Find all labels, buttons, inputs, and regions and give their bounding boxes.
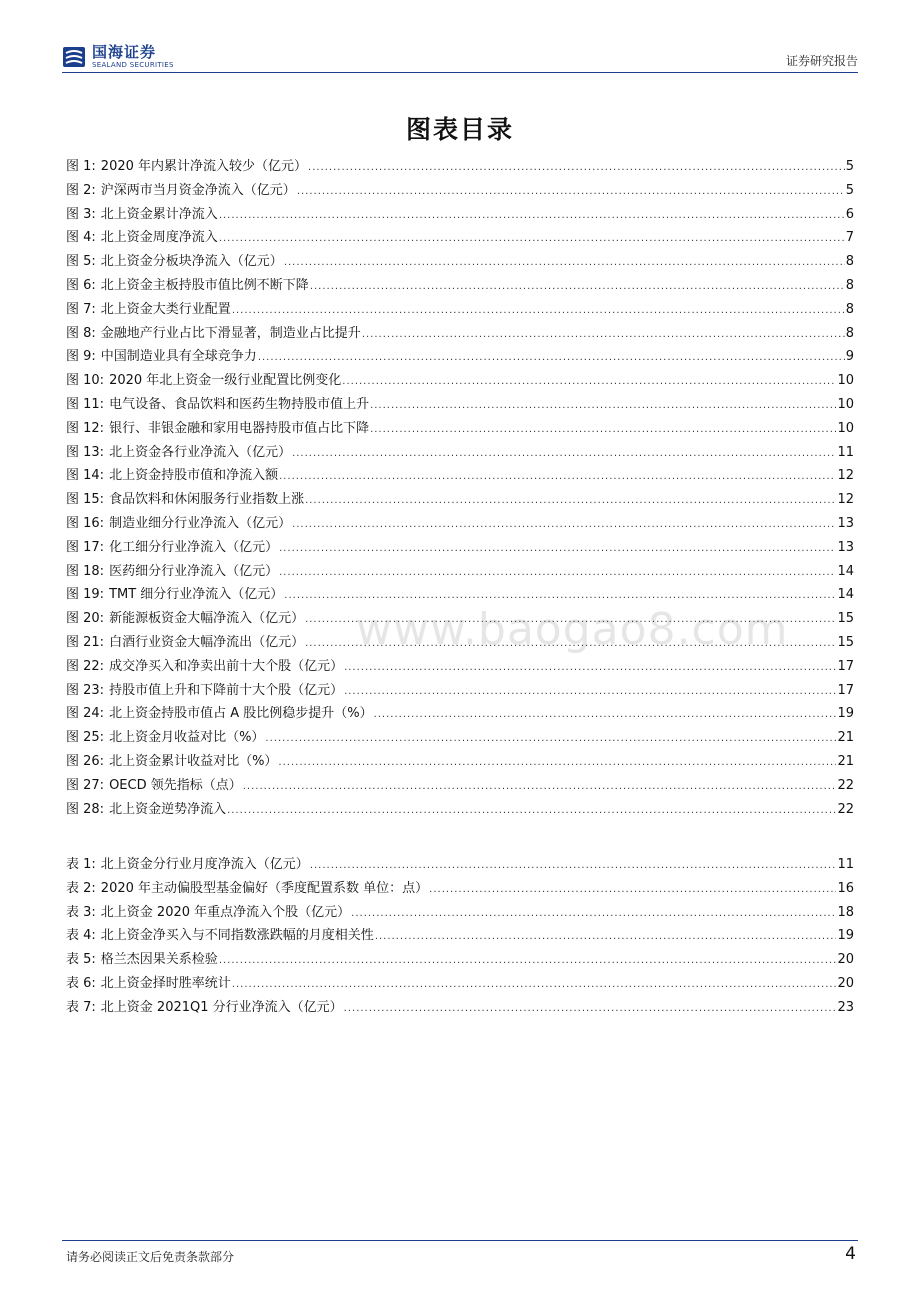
figure-entry[interactable] (66, 250, 854, 274)
dot-leader (370, 400, 836, 411)
entry-title: 北上资金 2021Q1 分行业净流入（亿元） (100, 999, 343, 1015)
figure-entry[interactable] (66, 655, 854, 679)
entry-label: 图 26: (66, 753, 105, 769)
dot-leader (243, 781, 837, 792)
entry-page-number: 8 (845, 254, 854, 270)
entry-title: 北上资金持股市值占 A 股比例稳步提升（%） (109, 706, 373, 722)
figure-entry[interactable] (66, 179, 854, 203)
entry-label: 表 4: (66, 928, 96, 944)
figure-entry[interactable] (66, 298, 854, 322)
entry-title: 北上资金周度净流入 (100, 230, 218, 246)
entry-label: 表 6: (66, 975, 96, 991)
entry-label: 图 19: (66, 587, 105, 603)
entry-title: 北上资金累计净流入 (100, 206, 218, 222)
table-entry[interactable] (66, 877, 854, 901)
entry-label: 图 5: (66, 254, 96, 270)
entry-label: 表 3: (66, 904, 96, 920)
header-divider (62, 72, 858, 73)
dot-leader (278, 757, 836, 768)
entry-page-number: 7 (845, 230, 854, 246)
dot-leader (284, 590, 836, 601)
entry-label: 图 8: (66, 325, 96, 341)
entry-page-number: 9 (845, 349, 854, 365)
figure-entry[interactable] (66, 322, 854, 346)
entry-label: 图 24: (66, 706, 105, 722)
table-entry[interactable] (66, 996, 854, 1020)
dot-leader (219, 955, 837, 966)
entry-page-number: 13 (837, 515, 854, 531)
figure-entry[interactable] (66, 417, 854, 441)
page-number: 4 (845, 1244, 856, 1264)
entry-label: 图 12: (66, 420, 105, 436)
entry-page-number: 14 (837, 563, 854, 579)
entry-label: 表 7: (66, 999, 96, 1015)
entry-page-number: 13 (837, 539, 854, 555)
entry-title: 中国制造业具有全球竞争力 (100, 349, 257, 365)
footer-disclaimer: 请务必阅读正文后免责条款部分 (66, 1250, 235, 1264)
entry-page-number: 12 (837, 468, 854, 484)
entry-title: 白酒行业资金大幅净流出（亿元） (109, 634, 305, 650)
dot-leader (305, 614, 836, 625)
table-entry[interactable] (66, 901, 854, 925)
dot-leader (344, 686, 836, 697)
dot-leader (279, 471, 836, 482)
entry-label: 图 20: (66, 611, 105, 627)
figure-entry[interactable] (66, 274, 854, 298)
dot-leader (374, 709, 837, 720)
entry-page-number: 15 (837, 611, 854, 627)
table-entry[interactable] (66, 948, 854, 972)
entry-label: 图 9: (66, 349, 96, 365)
figure-entry[interactable] (66, 560, 854, 584)
watermark: www.baogao8.com (356, 604, 789, 655)
entry-label: 图 6: (66, 277, 96, 293)
entry-title: 持股市值上升和下降前十大个股（亿元） (109, 682, 344, 698)
entry-label: 图 28: (66, 801, 105, 817)
figure-entry[interactable] (66, 774, 854, 798)
dot-leader (370, 424, 836, 435)
dot-leader (284, 257, 845, 268)
entry-page-number: 10 (837, 373, 854, 389)
entry-label: 图 23: (66, 682, 105, 698)
entry-label: 表 1: (66, 857, 96, 872)
dot-leader (342, 376, 836, 387)
entry-page-number: 10 (837, 396, 854, 412)
entry-label: 图 2: (66, 182, 96, 198)
entry-label: 图 14: (66, 468, 105, 484)
figure-entry[interactable] (66, 750, 854, 774)
entry-page-number: 14 (837, 587, 854, 603)
entry-page-number: 19 (837, 928, 854, 944)
dot-leader (351, 908, 836, 919)
figure-entry[interactable] (66, 393, 854, 417)
entry-label: 图 13: (66, 444, 105, 460)
entry-label: 图 1: (66, 159, 96, 174)
figure-entry[interactable] (66, 203, 854, 227)
table-entry[interactable] (66, 853, 854, 877)
figure-entry[interactable] (66, 726, 854, 750)
entry-page-number: 16 (837, 880, 854, 896)
figure-entry[interactable] (66, 226, 854, 250)
entry-page-number: 19 (837, 706, 854, 722)
entry-title: 食品饮料和休闲服务行业指数上涨 (109, 492, 305, 508)
entry-label: 图 27: (66, 777, 105, 793)
entry-title: 2020 年主动偏股型基金偏好（季度配置系数 单位：点） (100, 880, 429, 896)
entry-label: 图 4: (66, 230, 96, 246)
dot-leader (305, 638, 836, 649)
entry-page-number: 11 (837, 444, 854, 460)
figure-entry[interactable] (66, 464, 854, 488)
entry-page-number: 22 (837, 777, 854, 793)
entry-title: 电气设备、食品饮料和医药生物持股市值上升 (109, 396, 370, 412)
figure-entry[interactable] (66, 607, 854, 631)
entry-page-number: 23 (837, 999, 854, 1015)
entry-page-number: 5 (845, 182, 854, 198)
figure-entry[interactable] (66, 488, 854, 512)
dot-leader (429, 884, 836, 895)
figure-entry[interactable] (66, 631, 854, 655)
entry-page-number: 8 (845, 277, 854, 293)
company-logo (62, 44, 174, 70)
figure-entry[interactable] (66, 536, 854, 560)
entry-title: TMT 细分行业净流入（亿元） (109, 587, 284, 603)
entry-page-number: 18 (837, 904, 854, 920)
entry-label: 图 15: (66, 492, 105, 508)
dot-leader (344, 662, 836, 673)
entry-page-number: 17 (837, 682, 854, 698)
entry-label: 图 10: (66, 373, 105, 389)
table-entry[interactable] (66, 972, 854, 996)
entry-label: 表 2: (66, 880, 96, 896)
dot-leader (344, 1003, 837, 1014)
figure-entry[interactable] (66, 512, 854, 536)
dot-leader (219, 210, 845, 221)
figure-entry[interactable] (66, 369, 854, 393)
entry-title: OECD 领先指标（点） (109, 777, 242, 793)
entry-title: 北上资金各行业净流入（亿元） (109, 444, 292, 460)
entry-page-number: 20 (837, 952, 854, 968)
entry-page-number: 12 (837, 492, 854, 508)
entry-page-number: 6 (845, 206, 854, 222)
entry-label: 图 16: (66, 515, 105, 531)
entry-page-number: 20 (837, 975, 854, 991)
entry-title: 成交净买入和净卖出前十大个股（亿元） (109, 658, 344, 674)
figure-entry[interactable] (66, 345, 854, 369)
entry-title: 金融地产行业占比下滑显著，制造业占比提升 (100, 325, 361, 341)
entry-page-number: 11 (837, 857, 854, 872)
entry-title: 新能源板资金大幅净流入（亿元） (109, 611, 305, 627)
figure-entry[interactable] (66, 583, 854, 607)
entry-label: 图 25: (66, 730, 105, 746)
page-title: 图表目录 (405, 115, 514, 144)
figure-entry[interactable] (66, 798, 854, 822)
entry-title: 制造业细分行业净流入（亿元） (109, 515, 292, 531)
entry-title: 银行、非银金融和家用电器持股市值占比下降 (109, 420, 370, 436)
entry-label: 图 17: (66, 539, 105, 555)
dot-leader (232, 305, 845, 316)
logo-chinese-name: 国海证券 (92, 43, 157, 61)
dot-leader (258, 352, 845, 363)
entry-title: 北上资金 2020 年重点净流入个股（亿元） (100, 904, 351, 920)
dot-leader (308, 162, 845, 173)
dot-leader (362, 329, 845, 340)
entry-label: 表 5: (66, 952, 96, 968)
entry-title: 北上资金净买入与不同指数涨跌幅的月度相关性 (100, 928, 374, 944)
report-type-label: 证券研究报告 (785, 54, 858, 68)
dot-leader (292, 519, 836, 530)
entry-label: 图 11: (66, 396, 105, 412)
figure-entry[interactable] (66, 702, 854, 726)
dot-leader (310, 860, 837, 871)
entry-label: 图 22: (66, 658, 105, 674)
entry-label: 图 7: (66, 301, 96, 317)
entry-title: 北上资金月收益对比（%） (109, 730, 265, 746)
entry-title: 北上资金持股市值和净流入额 (109, 468, 279, 484)
entry-page-number: 21 (837, 730, 854, 746)
entry-page-number: 17 (837, 658, 854, 674)
entry-title: 2020 年北上资金一级行业配置比例变化 (109, 373, 342, 389)
dot-leader (279, 567, 836, 578)
table-entry[interactable] (66, 924, 854, 948)
figure-entry[interactable] (66, 441, 854, 465)
table-index-list (66, 853, 854, 1020)
figure-entry[interactable] (66, 679, 854, 703)
entry-label: 图 18: (66, 563, 105, 579)
dot-leader (305, 495, 836, 506)
figure-entry[interactable] (66, 155, 854, 179)
dot-leader (232, 979, 837, 990)
entry-title: 北上资金累计收益对比（%） (109, 753, 278, 769)
entry-page-number: 5 (845, 159, 854, 174)
dot-leader (310, 281, 845, 292)
entry-page-number: 8 (845, 301, 854, 317)
entry-title: 北上资金分行业月度净流入（亿元） (100, 857, 309, 872)
entry-page-number: 8 (845, 325, 854, 341)
entry-page-number: 22 (837, 801, 854, 817)
dot-leader (265, 733, 836, 744)
dot-leader (292, 448, 836, 459)
dot-leader (227, 805, 836, 816)
footer-divider (62, 1240, 858, 1241)
dot-leader (279, 543, 836, 554)
entry-title: 2020 年内累计净流入较少（亿元） (100, 159, 308, 174)
entry-title: 沪深两市当月资金净流入（亿元） (100, 182, 296, 198)
entry-page-number: 21 (837, 753, 854, 769)
entry-page-number: 10 (837, 420, 854, 436)
entry-title: 北上资金主板持股市值比例不断下降 (100, 277, 309, 293)
entry-title: 化工细分行业净流入（亿元） (109, 539, 279, 555)
sealand-logo-icon (62, 45, 86, 69)
entry-title: 格兰杰因果关系检验 (100, 952, 218, 968)
page-header (62, 44, 858, 70)
entry-title: 北上资金分板块净流入（亿元） (100, 254, 283, 270)
entry-label: 图 21: (66, 634, 105, 650)
logo-english-name: SEALAND SECURITIES (92, 61, 174, 69)
dot-leader (375, 931, 837, 942)
entry-title: 北上资金大类行业配置 (100, 301, 231, 317)
dot-leader (219, 233, 845, 244)
entry-title: 北上资金逆势净流入 (109, 801, 227, 817)
entry-title: 北上资金择时胜率统计 (100, 975, 231, 991)
figure-index-list (66, 155, 854, 821)
dot-leader (297, 186, 845, 197)
entry-title: 医药细分行业净流入（亿元） (109, 563, 279, 579)
entry-label: 图 3: (66, 206, 96, 222)
entry-page-number: 15 (837, 634, 854, 650)
